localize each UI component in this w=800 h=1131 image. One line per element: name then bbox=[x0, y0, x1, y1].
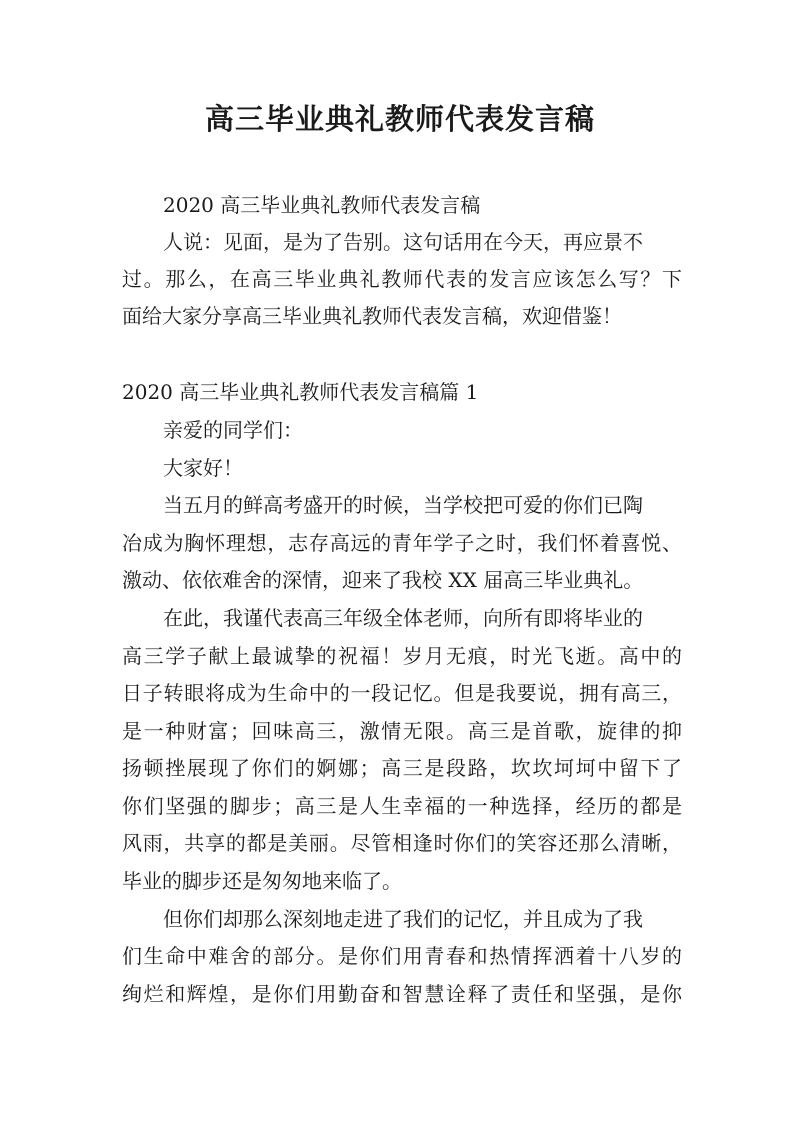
document-subtitle: 2020 高三毕业典礼教师代表发言稿 bbox=[163, 193, 481, 217]
paragraph-line: 高三学子献上最诚挚的祝福！岁月无痕，时光飞逝。高中的 bbox=[122, 644, 682, 668]
paragraph-line: 日子转眼将成为生命中的一段记忆。但是我要说，拥有高三， bbox=[122, 681, 682, 705]
paragraph-line: 是一种财富；回味高三，激情无限。高三是首歌，旋律的抑 bbox=[122, 719, 682, 743]
paragraph-line: 你们坚强的脚步；高三是人生幸福的一种选择，经历的都是 bbox=[122, 794, 682, 818]
paragraph-line: 在此，我谨代表高三年级全体老师，向所有即将毕业的 bbox=[163, 606, 643, 630]
intro-line: 面给大家分享高三毕业典礼教师代表发言稿，欢迎借鉴！ bbox=[122, 304, 622, 328]
paragraph-line: 们生命中难舍的部分。是你们用青春和热情挥洒着十八岁的 bbox=[122, 944, 682, 968]
paragraph-line: 毕业的脚步还是匆匆地来临了。 bbox=[122, 869, 402, 893]
paragraph-line: 当五月的鲜高考盛开的时候，当学校把可爱的你们已陶 bbox=[163, 493, 643, 517]
paragraph-line: 绚烂和辉煌，是你们用勤奋和智慧诠释了责任和坚强，是你 bbox=[122, 982, 682, 1006]
paragraph-line: 但你们却那么深刻地走进了我们的记忆，并且成为了我 bbox=[163, 907, 643, 931]
document-title: 高三毕业典礼教师代表发言稿 bbox=[204, 102, 595, 136]
intro-line: 过。那么，在高三毕业典礼教师代表的发言应该怎么写？下 bbox=[122, 267, 682, 291]
salutation: 亲爱的同学们： bbox=[163, 418, 303, 442]
intro-line: 人说：见面，是为了告别。这句话用在今天，再应景不 bbox=[163, 230, 643, 254]
paragraph-line: 激动、依依难舍的深情，迎来了我校 XX 届高三毕业典礼。 bbox=[122, 568, 644, 592]
section-heading: 2020 高三毕业典礼教师代表发言稿篇 1 bbox=[122, 380, 479, 404]
greeting: 大家好！ bbox=[163, 456, 243, 480]
paragraph-line: 风雨，共享的都是美丽。尽管相逢时你们的笑容还那么清晰， bbox=[122, 831, 682, 855]
paragraph-line: 扬顿挫展现了你们的婀娜；高三是段路，坎坎坷坷中留下了 bbox=[122, 756, 682, 780]
paragraph-line: 冶成为胸怀理想，志存高远的青年学子之时，我们怀着喜悦、 bbox=[122, 531, 682, 555]
